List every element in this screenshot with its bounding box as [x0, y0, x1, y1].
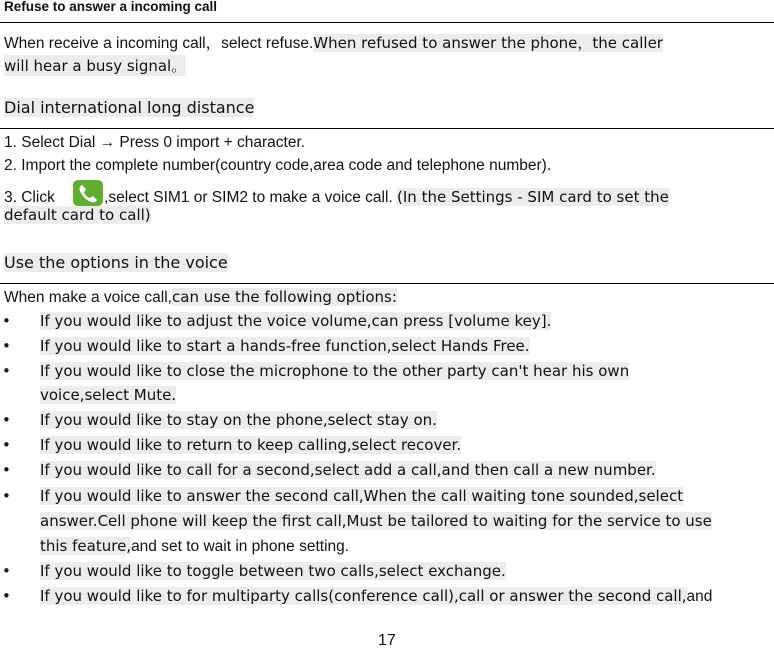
refuse-highlight: When refused to answer the phone，the caller [313, 34, 663, 52]
option-conference-text: and [686, 588, 713, 605]
options-intro-highlight: can use the following options: [172, 288, 397, 306]
section-title-international: Dial international long distance [4, 98, 255, 117]
bullet: • [2, 562, 11, 580]
bullet: • [2, 337, 11, 355]
divider [0, 283, 774, 284]
option-answer-highlight: this feature, [40, 537, 132, 555]
option-add-call: If you would like to call for a second,select add a call,and then call a new number. [40, 461, 656, 479]
option-volume: If you would like to adjust the voice volume,can press [volume key]. [40, 312, 552, 330]
step-3-text: 3. Click [4, 189, 60, 206]
option-stay-on: If you would like to stay on the phone,select stay on. [40, 411, 437, 429]
option-answer: If you would like to answer the second call,When the call waiting tone sounded,select [40, 487, 684, 505]
step-1: 1. Select Dial → Press 0 import + character. [4, 134, 306, 151]
option-conference-highlight: If you would like to for multiparty calls(conference call),call or answer the second call, [40, 587, 687, 605]
options-intro [4, 288, 397, 307]
option-mute: If you would like to close the microphone to the other party can't hear his own [40, 362, 630, 380]
option-mute-continued: voice,select Mute. [40, 386, 177, 404]
option-conference [40, 587, 712, 606]
option-answer-end [40, 537, 349, 556]
bullet: • [2, 362, 11, 380]
bullet: • [2, 312, 11, 330]
option-hands-free: If you would like to start a hands-free function,select Hands Free. [40, 337, 530, 355]
refuse-line-1 [4, 31, 663, 53]
refuse-line-2: will hear a busy signal。 [4, 57, 187, 75]
bullet: • [2, 436, 11, 454]
bullet: • [2, 587, 11, 605]
divider [0, 128, 774, 129]
bullet: • [2, 487, 11, 505]
phone-call-icon [73, 180, 103, 206]
page-heading: Refuse to answer a incoming call [4, 0, 218, 14]
page-number: 17 [378, 632, 396, 649]
refuse-text: When receive a incoming call，select refuse. [4, 35, 314, 52]
step-3-continued: default card to call) [4, 206, 151, 224]
step-3 [4, 180, 669, 207]
option-answer-text: and set to wait in phone setting. [131, 538, 350, 555]
divider [0, 22, 774, 23]
bullet: • [2, 411, 11, 429]
step-3-text: ,select SIM1 or SIM2 to make a voice call. [104, 189, 398, 206]
step-3-highlight: (In the Settings - SIM card to set the [397, 188, 669, 206]
bullet: • [2, 461, 11, 479]
option-answer-continued: answer.Cell phone will keep the first call,Must be tailored to waiting for the service to use [40, 512, 712, 530]
option-recover: If you would like to return to keep calling,select recover. [40, 436, 462, 454]
option-exchange: If you would like to toggle between two calls,select exchange. [40, 562, 506, 580]
options-intro-text: When make a voice call, [4, 289, 172, 306]
section-title-options: Use the options in the voice [4, 253, 228, 272]
step-2: 2. Import the complete number(country code,area code and telephone number). [4, 157, 552, 174]
